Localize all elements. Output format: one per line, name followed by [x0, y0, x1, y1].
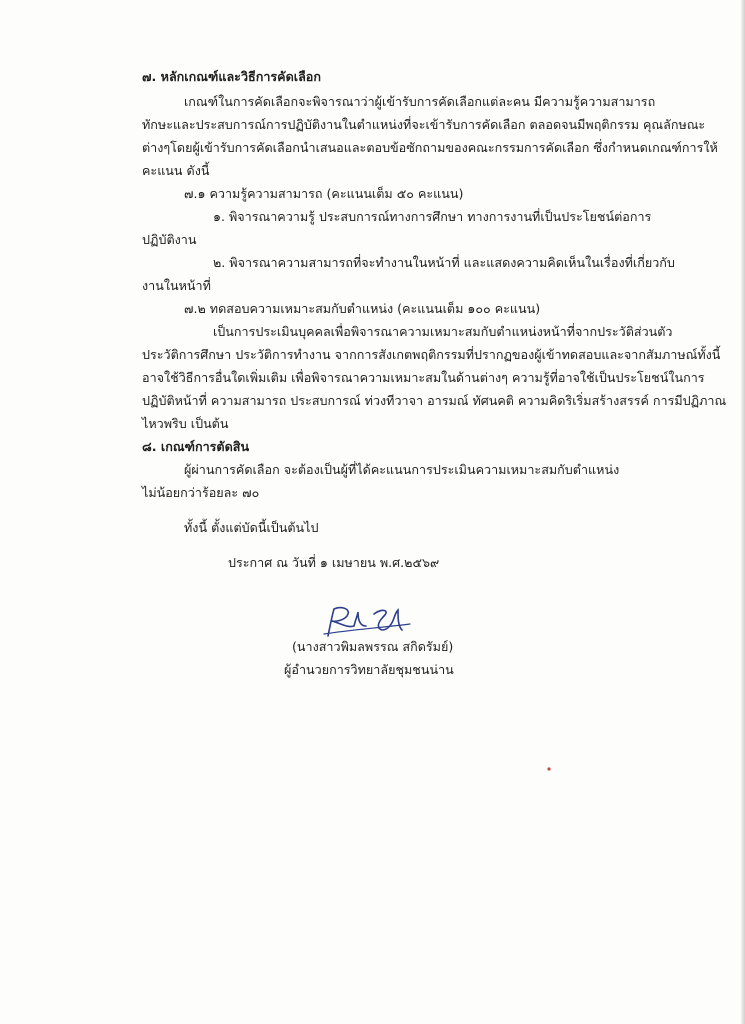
- item-7-1-sub2-line-2: งานในหน้าที่: [142, 278, 211, 293]
- signer-title: ผู้อำนวยการวิทยาลัยชุมชนน่าน: [284, 662, 454, 677]
- item-7-1-sub1-line-2: ปฏิบัติงาน: [142, 232, 197, 247]
- section-7-line-1: เกณฑ์ในการคัดเลือกจะพิจารณาว่าผู้เข้ารับการคัดเลือกแต่ละคน มีความรู้ความสามารถ: [184, 94, 656, 109]
- effective-statement: ทั้งนี้ ตั้งแต่บัดนี้เป็นต้นไป: [184, 520, 319, 535]
- item-7-2-line-3: อาจใช้วิธีการอื่นใดเพิ่มเติม เพื่อพิจารณาความเหมาะสมในด้านต่างๆ ความรู้ที่อาจใช้เป็นประโยชน์ในการ: [142, 370, 705, 385]
- item-7-2-line-4: ปฏิบัติหน้าที่ ความสามารถ ประสบการณ์ ท่วงทีวาจา อารมณ์ ทัศนคติ ความคิดริเริ่มสร้างสรรค์ การมีปฏิภาณ: [142, 393, 727, 408]
- section-7-line-2: ทักษะและประสบการณ์การปฏิบัติงานในตำแหน่งที่จะเข้ารับการคัดเลือก ตลอดจนมีพฤติกรรม คุณลักษณะ: [142, 117, 706, 132]
- section-8-heading: ๘. เกณฑ์การตัดสิน: [142, 439, 250, 454]
- section-8-line-2: ไม่น้อยกว่าร้อยละ ๗๐: [142, 485, 260, 500]
- announcement-date: ประกาศ ณ วันที่ ๑ เมษายน พ.ศ.๒๕๖๙: [228, 555, 440, 570]
- scan-edge-shadow: [741, 0, 745, 1024]
- section-7-line-4: คะแนน ดังนี้: [142, 163, 210, 178]
- section-7-line-3: ต่างๆโดยผู้เข้ารับการคัดเลือกนำเสนอและตอบข้อซักถามของคณะกรรมการคัดเลือก ซึ่งกำหนดเกณฑ์การให้: [142, 140, 718, 155]
- section-7-heading: ๗. หลักเกณฑ์และวิธีการคัดเลือก: [142, 69, 321, 84]
- signer-name: (นางสาวพิมลพรรณ สกิดรัมย์): [292, 639, 454, 654]
- section-8-line-1: ผู้ผ่านการคัดเลือก จะต้องเป็นผู้ที่ได้คะแนนการประเมินความเหมาะสมกับตำแหน่ง: [184, 462, 620, 477]
- item-7-1-title: ๗.๑ ความรู้ความสามารถ (คะแนนเต็ม ๕๐ คะแนน): [184, 186, 464, 201]
- item-7-1-sub1-line-1: ๑. พิจารณาความรู้ ประสบการณ์ทางการศึกษา ทางการงานที่เป็นประโยชน์ต่อการ: [213, 209, 652, 224]
- item-7-1-sub2-line-1: ๒. พิจารณาความสามารถที่จะทำงานในหน้าที่ และแสดงความคิดเห็นในเรื่องที่เกี่ยวกับ: [213, 255, 675, 270]
- item-7-2-title: ๗.๒ ทดสอบความเหมาะสมกับตำแหน่ง (คะแนนเต็ม ๑๐๐ คะแนน): [184, 301, 541, 316]
- item-7-2-line-1: เป็นการประเมินบุคคลเพื่อพิจารณาความเหมาะสมกับตำแหน่งหน้าที่จากประวัติส่วนตัว: [213, 324, 673, 339]
- item-7-2-line-2: ประวัติการศึกษา ประวัติการทำงาน จากการสังเกตพฤติกรรมที่ปรากฏของผู้เข้าทดสอบและจากสัมภาษณ์ทั้งนี้: [142, 347, 721, 362]
- item-7-2-line-5: ไหวพริบ เป็นต้น: [142, 416, 229, 431]
- ink-speck: [546, 766, 552, 772]
